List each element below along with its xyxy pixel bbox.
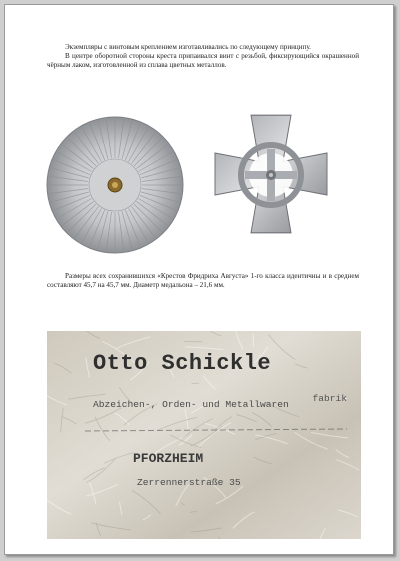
label-street: Zerrennerstraße 35: [137, 477, 241, 488]
paragraph-dimensions: [47, 272, 359, 290]
cross-reverse: [215, 115, 327, 233]
paragraph-dimensions-text: Размеры всех сохранившихся «Крестов Фридриха Августа» 1-го класса идентичны и в среднем составляют 45,7 на 45,7 мм. Диаметр медальона – 21,6 мм.: [47, 272, 359, 290]
sunburst-disc: [47, 117, 183, 253]
paragraph-screw-mount-line2: В центре оборотной стороны креста припаивался винт с резьбой, фиксирующийся окрашенной чёрным лаком, изготовленной из сплава цветных металлов.: [47, 52, 359, 70]
reverse-side-photo: [29, 97, 371, 257]
label-city: PFORZHEIM: [133, 451, 204, 466]
document-page: [4, 4, 394, 555]
paragraph-screw-mount: [47, 43, 359, 71]
paper-label-photo: [47, 331, 361, 539]
label-brand: Otto Schickle: [93, 351, 272, 376]
label-product-line: Abzeichen-, Orden- und Metallwaren: [93, 399, 289, 410]
paragraph-screw-mount-line1: Экземпляры с винтовым креплением изготавливались по следующему принципу.: [65, 43, 311, 51]
label-fabrik: fabrik: [312, 393, 347, 404]
